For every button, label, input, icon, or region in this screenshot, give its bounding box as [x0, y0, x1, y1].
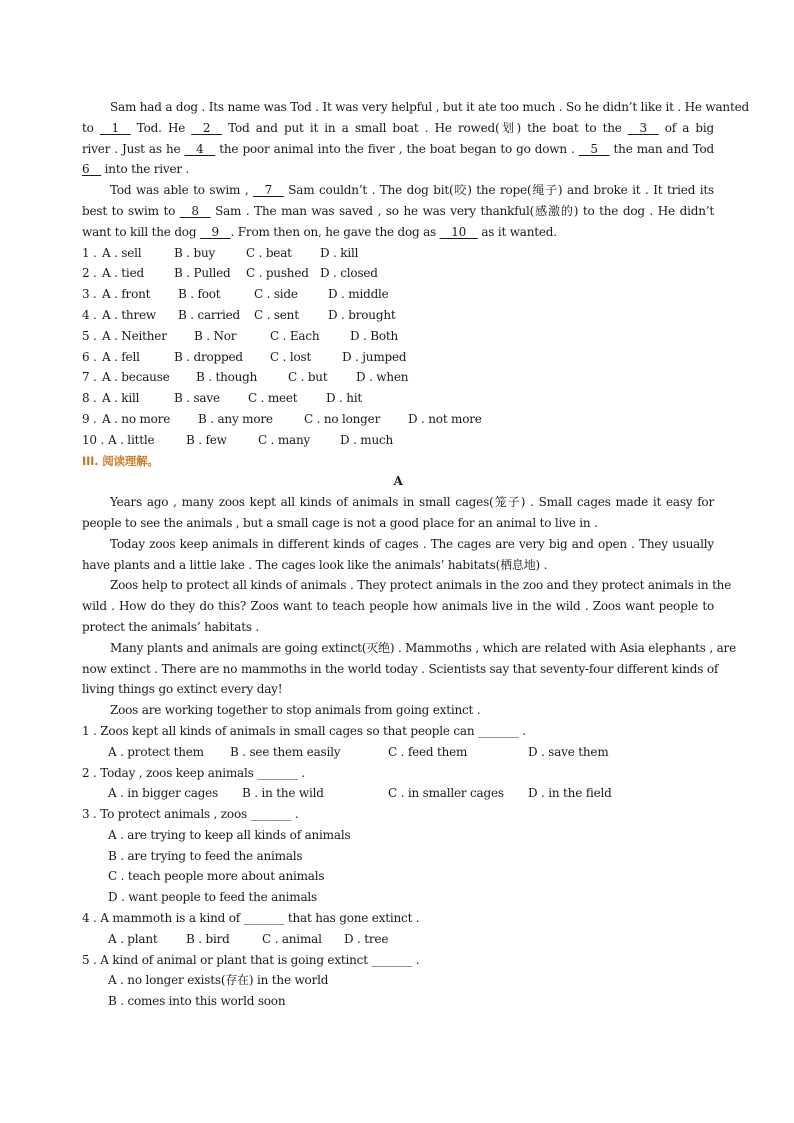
- answer-option[interactable]: C . pushed: [246, 266, 309, 281]
- answer-option[interactable]: C . sent: [254, 307, 299, 322]
- question-number: 2 .: [82, 266, 97, 281]
- section-header: III. 阅读理解。: [82, 453, 159, 468]
- answer-blank[interactable]: __9__: [199, 224, 231, 239]
- answer-option[interactable]: A . no more: [102, 411, 171, 426]
- answer-option[interactable]: C . beat: [246, 245, 292, 260]
- passage-line: Zoos help to protect all kinds of animals . They protect animals in the zoo and they protect animals in the: [110, 578, 732, 593]
- passage-line: wild . How do they do this? Zoos want to teach people how animals live in the wild . Zoos want people to: [82, 599, 714, 614]
- text-segment: best to swim to: [82, 203, 180, 218]
- answer-option[interactable]: D . middle: [328, 287, 389, 302]
- answer-option[interactable]: B . save: [174, 391, 220, 406]
- passage-line: Many plants and animals are going extinct(灭绝) . Mammoths , which are related with Asia elephants , are: [110, 640, 736, 655]
- answer-option[interactable]: A . Neither: [102, 328, 167, 343]
- text-segment: river . Just as he: [82, 141, 185, 156]
- answer-option[interactable]: C . side: [254, 287, 298, 302]
- answer-option[interactable]: B . carried: [178, 307, 241, 322]
- answer-option[interactable]: C . teach people more about animals: [108, 869, 325, 884]
- option-row: [82, 929, 714, 950]
- underline-segment: __: [89, 162, 102, 177]
- answer-option[interactable]: D . in the field: [528, 786, 612, 801]
- answer-option[interactable]: B . few: [186, 432, 227, 447]
- text-segment: to: [82, 120, 100, 135]
- cloze-question: [82, 243, 714, 264]
- cloze-line: [82, 139, 714, 160]
- answer-option[interactable]: C . no longer: [304, 411, 381, 426]
- answer-option[interactable]: B . buy: [174, 245, 216, 260]
- answer-option[interactable]: C . many: [258, 432, 311, 447]
- passage-line: living things go extinct every day!: [82, 682, 283, 697]
- answer-option[interactable]: B . in the wild: [242, 786, 324, 801]
- text-segment: into the river .: [101, 162, 190, 177]
- answer-option[interactable]: A . tied: [102, 266, 144, 281]
- cloze-line: [82, 159, 714, 180]
- text-segment: Sam . The man was saved , so he was very thankful(感激的) to the dog . He didn’t: [210, 203, 714, 218]
- cloze-line: [82, 97, 749, 118]
- answer-option[interactable]: A . because: [102, 370, 170, 385]
- answer-option[interactable]: C . meet: [248, 391, 298, 406]
- answer-option[interactable]: B . Pulled: [174, 266, 231, 281]
- answer-option[interactable]: D . Both: [350, 328, 399, 343]
- answer-option[interactable]: A . are trying to keep all kinds of animals: [108, 827, 351, 842]
- answer-option[interactable]: D . tree: [344, 931, 389, 946]
- worksheet-content: [82, 97, 749, 1012]
- passage-line: have plants and a little lake . The cages look like the animals’ habitats(栖息地) .: [82, 557, 548, 572]
- passage-line: people to see the animals , but a small cage is not a good place for an animal to live in .: [82, 515, 598, 530]
- text-segment: Tod and put it in a small boat . He rowed(划) the boat to the: [221, 120, 628, 135]
- answer-option[interactable]: B . Nor: [194, 328, 237, 343]
- passage-title: A: [393, 474, 403, 489]
- answer-option[interactable]: D . kill: [320, 245, 359, 260]
- answer-option[interactable]: B . dropped: [174, 349, 243, 364]
- answer-option[interactable]: B . see them easily: [230, 744, 341, 759]
- passage-line: protect the animals’ habitats .: [82, 619, 260, 634]
- text-segment: the poor animal into the fiver , the boat began to go down .: [215, 141, 579, 156]
- answer-option[interactable]: D . closed: [320, 266, 378, 281]
- answer-option[interactable]: A . little: [108, 432, 155, 447]
- answer-option[interactable]: D . much: [340, 432, 394, 447]
- answer-option[interactable]: A . in bigger cages: [108, 786, 219, 801]
- answer-option[interactable]: A . fell: [102, 349, 140, 364]
- answer-option[interactable]: C . in smaller cages: [388, 786, 504, 801]
- question-stem: 1 . Zoos kept all kinds of animals in small cages so that people can _______ .: [82, 723, 526, 738]
- answer-option[interactable]: D . save them: [528, 744, 609, 759]
- answer-option[interactable]: B . bird: [186, 931, 230, 946]
- answer-option[interactable]: D . want people to feed the animals: [108, 890, 318, 905]
- question-stem: 2 . Today , zoos keep animals _______ .: [82, 765, 306, 780]
- text-segment: Tod. He: [130, 120, 192, 135]
- answer-option[interactable]: A . no longer exists(存在) in the world: [108, 973, 329, 988]
- text-segment: Tod was able to swim ,: [110, 183, 254, 198]
- text-segment: . From then on, he gave the dog as: [230, 224, 440, 239]
- answer-option[interactable]: A . sell: [102, 245, 142, 260]
- answer-option[interactable]: A . kill: [102, 391, 140, 406]
- cloze-question: [82, 347, 714, 368]
- question-stem: 3 . To protect animals , zoos _______ .: [82, 807, 299, 822]
- text-segment: want to kill the dog: [82, 224, 200, 239]
- text-segment: as it wanted.: [477, 224, 557, 239]
- answer-option[interactable]: D . jumped: [342, 349, 407, 364]
- answer-blank[interactable]: __5__: [578, 141, 610, 156]
- question-stem: 5 . A kind of animal or plant that is going extinct _______ .: [82, 952, 420, 967]
- cloze-line: [82, 201, 714, 222]
- cloze-question: [82, 388, 714, 409]
- question-number: 1 .: [82, 245, 97, 260]
- cloze-line: [82, 118, 714, 139]
- answer-blank[interactable]: 6: [82, 162, 90, 177]
- question-number: 5 .: [82, 328, 97, 343]
- cloze-question: [82, 409, 714, 430]
- question-number: 4 .: [82, 307, 97, 322]
- answer-blank[interactable]: __8__: [179, 203, 211, 218]
- passage-line: now extinct . There are no mammoths in the world today . Scientists say that seventy-four different kinds of: [82, 661, 719, 676]
- answer-option[interactable]: A . front: [102, 287, 151, 302]
- cloze-question: [82, 284, 714, 305]
- option-row: [82, 742, 714, 763]
- answer-option[interactable]: B . comes into this world soon: [108, 994, 286, 1009]
- answer-option[interactable]: D . brought: [328, 307, 396, 322]
- answer-option[interactable]: C . animal: [262, 931, 322, 946]
- cloze-line: [82, 222, 714, 243]
- text-segment: Sam had a dog . Its name was Tod . It was very helpful , but it ate too much . So he didn’t like it . He wanted: [110, 100, 749, 114]
- answer-option[interactable]: D . when: [356, 370, 409, 385]
- text-segment: Sam couldn’t . The dog bit(咬) the rope(绳子) and broke it . It tried its: [283, 183, 714, 198]
- answer-option[interactable]: A . protect them: [108, 744, 204, 759]
- answer-option[interactable]: B . any more: [198, 411, 273, 426]
- cloze-question: [82, 326, 714, 347]
- cloze-line: [82, 180, 714, 201]
- text-segment: the man and Tod: [609, 141, 714, 156]
- answer-blank[interactable]: __3__: [627, 120, 659, 135]
- cloze-question: [82, 263, 714, 284]
- answer-blank[interactable]: __4__: [184, 141, 216, 156]
- answer-option[interactable]: B . are trying to feed the animals: [108, 848, 303, 863]
- question-number: 6 .: [82, 349, 97, 364]
- answer-option[interactable]: C . Each: [270, 328, 320, 343]
- answer-option[interactable]: B . foot: [178, 287, 221, 302]
- answer-option[interactable]: C . lost: [270, 349, 312, 364]
- answer-option[interactable]: D . not more: [408, 411, 482, 426]
- question-number: 7 .: [82, 370, 97, 385]
- answer-blank[interactable]: __7__: [253, 183, 284, 198]
- passage-line: Today zoos keep animals in different kinds of cages . The cages are very big and open . They usually: [110, 536, 714, 551]
- answer-option[interactable]: C . but: [288, 370, 328, 385]
- cloze-question: [82, 305, 714, 326]
- option-row: [82, 783, 714, 804]
- cloze-question: [82, 430, 714, 451]
- answer-option[interactable]: D . hit: [326, 391, 363, 406]
- answer-blank[interactable]: __10__: [439, 224, 478, 239]
- cloze-question: [82, 367, 714, 388]
- question-stem: 4 . A mammoth is a kind of _______ that has gone extinct .: [82, 911, 420, 926]
- question-number: 3 .: [82, 287, 97, 302]
- question-number: 8 .: [82, 391, 97, 406]
- answer-option[interactable]: A . threw: [102, 307, 156, 322]
- passage-line: Zoos are working together to stop animals from going extinct .: [110, 703, 481, 718]
- answer-blank[interactable]: __2__: [191, 120, 222, 135]
- question-number: 10 .: [82, 432, 105, 447]
- answer-option[interactable]: C . feed them: [388, 744, 468, 759]
- answer-option[interactable]: B . though: [196, 370, 258, 385]
- text-segment: of a big: [658, 120, 714, 135]
- answer-option[interactable]: A . plant: [108, 931, 158, 946]
- answer-blank[interactable]: __1__: [99, 120, 131, 135]
- passage-line: Years ago , many zoos kept all kinds of animals in small cages(笼子) . Small cages made it easy for: [110, 495, 714, 510]
- question-number: 9 .: [82, 411, 97, 426]
